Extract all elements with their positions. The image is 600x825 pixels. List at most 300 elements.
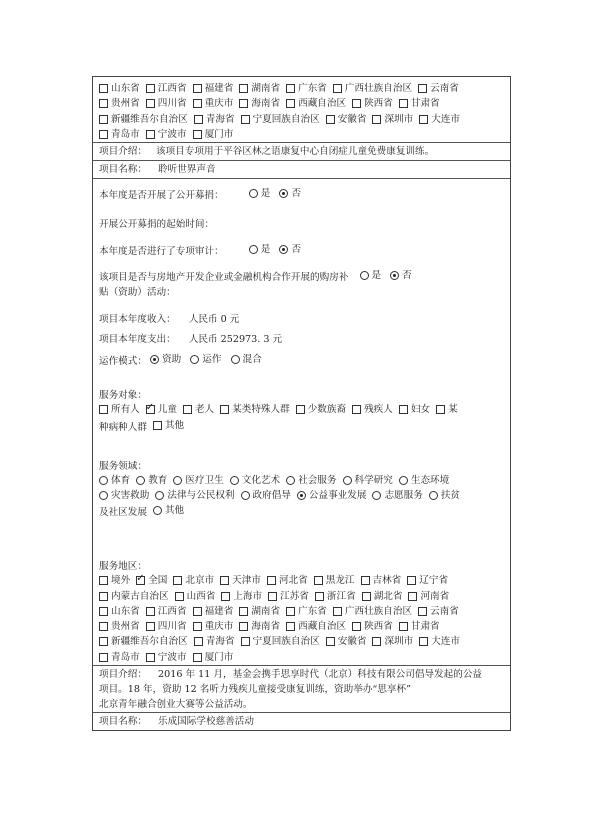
checkbox-icon (194, 115, 203, 124)
checkbox-icon (268, 592, 277, 601)
option-label: 广东省 (298, 83, 327, 94)
option-label: 青岛市 (111, 652, 140, 663)
checkbox-option[interactable] (220, 574, 261, 587)
checkbox-icon (239, 622, 248, 631)
checkbox-option[interactable] (239, 605, 280, 618)
checkbox-option[interactable] (408, 590, 449, 603)
option-label: 山东省 (111, 83, 140, 94)
checkbox-icon (99, 405, 108, 414)
option-label: 四川省 (157, 98, 187, 109)
income-value: 人民币 0 元 (188, 314, 240, 325)
radio-option[interactable] (399, 474, 449, 487)
checkbox-icon (399, 622, 408, 631)
real-estate-yes[interactable]: 是 (360, 269, 382, 282)
option-label: 河南省 (420, 591, 450, 602)
checkbox-option[interactable] (286, 97, 346, 110)
checkbox-icon (314, 576, 323, 585)
checkbox-icon (241, 637, 250, 646)
service-fields-row1 (99, 474, 455, 489)
checkbox-option[interactable] (220, 403, 290, 416)
intro-1 (99, 145, 434, 158)
radio-icon (99, 491, 108, 500)
option-label: 广东省 (298, 606, 327, 617)
checkbox-option[interactable] (99, 635, 188, 648)
checkbox-icon (286, 607, 295, 616)
checkbox-option[interactable] (352, 620, 393, 633)
checkbox-option[interactable] (372, 113, 413, 126)
checkbox-icon (286, 622, 295, 631)
option-label: 境外 (111, 575, 131, 586)
radio-icon (429, 491, 438, 500)
checkbox-icon (333, 84, 342, 93)
checkbox-icon (194, 637, 203, 646)
option-label: 安徽省 (337, 114, 367, 125)
intro-2-line1: 项目介绍： 2016 年 11 月，基金会携手思享时代（北京）科技有限公司倡导发起的公益 (99, 669, 483, 680)
checkbox-icon (99, 576, 108, 585)
checkbox-option[interactable] (315, 590, 356, 603)
radio-icon (153, 506, 162, 515)
option-label: 体育 (111, 475, 131, 486)
option-label: 宁波市 (157, 652, 187, 663)
checkbox-icon (286, 99, 295, 108)
service-targets-label: 服务对象： (99, 390, 147, 401)
checkbox-option[interactable] (239, 620, 280, 633)
checkbox-option[interactable] (146, 97, 187, 110)
checkbox-option[interactable] (193, 97, 234, 110)
radio-selected-icon (279, 189, 288, 198)
option-label: 生态环境 (410, 475, 450, 486)
checkbox-icon (193, 99, 202, 108)
row-divider (93, 178, 510, 179)
checkbox-icon (407, 576, 416, 585)
checkbox-icon (333, 607, 342, 616)
option-label: 社会服务 (298, 475, 337, 486)
radio-icon (231, 355, 240, 364)
real-estate-no[interactable]: 否 (390, 269, 412, 282)
checkbox-icon (99, 115, 108, 124)
radio-selected-icon (297, 491, 306, 500)
checkbox-icon (99, 653, 108, 662)
radio-icon (399, 476, 408, 485)
checkbox-icon (146, 607, 155, 616)
region-row-top-3 (99, 113, 466, 128)
row-divider (93, 665, 510, 666)
checkbox-icon (418, 607, 427, 616)
intro-1-label: 项目介绍： (99, 146, 147, 157)
checkbox-icon (173, 576, 182, 585)
checkbox-option[interactable] (146, 605, 187, 618)
checkbox-icon (239, 99, 248, 108)
service-areas-row6 (99, 651, 239, 666)
checkbox-icon (183, 405, 192, 414)
option-label: 深圳市 (384, 636, 414, 647)
option-label: 残疾人 (364, 404, 393, 415)
checkbox-icon (372, 115, 381, 124)
checkbox-icon (153, 421, 162, 430)
option-label: 法律与公民权利 (167, 490, 235, 501)
radio-icon (241, 491, 250, 500)
checkbox-option[interactable] (352, 403, 393, 416)
option-label: 安徽省 (337, 636, 367, 647)
checkbox-option[interactable] (268, 590, 309, 603)
checkbox-option[interactable] (99, 620, 140, 633)
checkbox-option[interactable] (333, 82, 412, 95)
operation-mode-row (99, 353, 268, 368)
checkbox-icon (352, 99, 361, 108)
option-label: 某 (448, 404, 458, 415)
option-label: 医疗卫生 (185, 475, 224, 486)
checkbox-icon (399, 99, 408, 108)
checkbox-icon (286, 84, 295, 93)
checkbox-option[interactable] (194, 635, 235, 648)
public-fundraising-question: 本年度是否开展了公开募捐： (99, 190, 224, 201)
radio-icon (230, 476, 239, 485)
option-label: 及社区发展 (99, 507, 147, 518)
mode-grant[interactable]: 资助 (150, 353, 181, 366)
radio-option[interactable] (99, 506, 147, 519)
row-divider (93, 142, 510, 143)
option-label: 儿童 (157, 404, 177, 415)
option-label: 宁夏回族自治区 (252, 636, 320, 647)
option-label: 黑龙江 (325, 575, 355, 586)
option-label: 内蒙古自治区 (111, 591, 169, 602)
checkbox-icon (99, 622, 108, 631)
radio-option[interactable] (173, 474, 223, 487)
radio-option[interactable] (297, 489, 367, 502)
option-label: 海南省 (251, 98, 281, 109)
radio-selected-icon (390, 271, 399, 280)
checkbox-icon (146, 130, 155, 139)
option-label: 贵州省 (111, 98, 140, 109)
radio-icon (155, 491, 164, 500)
radio-option[interactable] (429, 489, 460, 502)
intro-1-text: 该项目专项用于平谷区林之语康复中心自闭症儿童免费康复训练。 (156, 146, 435, 157)
option-label: 西藏自治区 (298, 621, 347, 632)
checkbox-icon (193, 653, 202, 662)
service-fields-label: 服务领域： (99, 461, 147, 472)
option-label: 种病种人群 (99, 422, 147, 433)
checkbox-icon (418, 84, 427, 93)
special-audit-row (99, 243, 301, 258)
radio-icon (99, 476, 108, 485)
checkbox-icon (99, 99, 108, 108)
option-label: 山东省 (111, 606, 140, 617)
checkbox-option[interactable] (136, 574, 167, 587)
option-label: 厦门市 (204, 129, 234, 140)
checkbox-option[interactable] (173, 574, 214, 587)
service-areas-row1 (99, 574, 454, 589)
checkbox-option[interactable] (418, 605, 459, 618)
service-areas-row4 (99, 620, 446, 635)
checkbox-option[interactable] (193, 128, 234, 141)
checkbox-option[interactable] (286, 82, 327, 95)
checkbox-option[interactable] (99, 590, 169, 603)
checkbox-option[interactable] (399, 403, 430, 416)
checkbox-icon (326, 637, 335, 646)
radio-option[interactable] (155, 489, 234, 502)
checkbox-icon (408, 592, 417, 601)
special-audit-yes[interactable]: 是 (249, 243, 271, 256)
option-label: 青岛市 (111, 129, 140, 140)
option-label: 其他 (164, 505, 185, 516)
mode-operate[interactable]: 运作 (190, 353, 221, 366)
operation-mode-label: 运作模式： (99, 356, 147, 367)
radio-selected-icon (150, 355, 159, 364)
option-label: 文化艺术 (241, 475, 281, 486)
checkbox-option[interactable] (99, 574, 130, 587)
checkbox-option[interactable] (175, 590, 216, 603)
region-row-top-4 (99, 128, 239, 143)
intro-2-line3: 北京青年融合创业大赛等公益活动。 (99, 699, 253, 710)
service-targets-row2 (99, 419, 190, 434)
real-estate-row (99, 269, 412, 284)
checkbox-option[interactable] (333, 605, 412, 618)
option-label: 四川省 (157, 621, 187, 632)
radio-icon (286, 476, 295, 485)
checkbox-option[interactable] (99, 421, 147, 434)
checkbox-option[interactable] (146, 82, 187, 95)
option-label: 重庆市 (204, 98, 234, 109)
radio-option[interactable] (241, 489, 291, 502)
checkbox-option[interactable] (239, 82, 280, 95)
checkbox-option[interactable] (99, 403, 140, 416)
option-label: 新疆维吾尔自治区 (111, 114, 188, 125)
checkbox-option[interactable] (326, 113, 367, 126)
radio-icon (372, 491, 381, 500)
checkbox-option[interactable] (221, 590, 262, 603)
checkbox-option[interactable] (193, 605, 234, 618)
checkbox-icon (220, 405, 229, 414)
radio-option[interactable] (372, 489, 422, 502)
option-label: 吉林省 (372, 575, 402, 586)
checkbox-option[interactable] (99, 128, 140, 141)
checkbox-icon (372, 637, 381, 646)
checkbox-icon (267, 576, 276, 585)
checkbox-option[interactable] (286, 605, 327, 618)
radio-option[interactable] (230, 474, 280, 487)
option-label: 厦门市 (204, 652, 234, 663)
checkbox-option[interactable] (326, 635, 367, 648)
checkbox-icon (193, 622, 202, 631)
option-label: 湖南省 (251, 83, 281, 94)
fundraising-start-time-label: 开展公开募捐的起始时间： (99, 219, 215, 230)
radio-icon (360, 271, 369, 280)
checkbox-option[interactable] (194, 113, 235, 126)
service-targets-row1 (99, 403, 464, 418)
checkbox-icon (241, 115, 250, 124)
radio-option[interactable] (99, 474, 130, 487)
project-name-label: 项目名称： (99, 716, 147, 727)
checkbox-option[interactable] (399, 620, 440, 633)
option-label: 重庆市 (204, 621, 234, 632)
checkbox-icon (99, 607, 108, 616)
form-table (92, 76, 511, 731)
checkbox-option[interactable] (99, 605, 140, 618)
checkbox-option[interactable] (153, 419, 184, 432)
checkbox-option[interactable] (239, 97, 280, 110)
radio-icon (190, 355, 199, 364)
checkbox-option[interactable] (419, 635, 460, 648)
checkbox-option[interactable] (361, 574, 402, 587)
option-label: 贵州省 (111, 621, 140, 632)
checkbox-option[interactable] (183, 403, 214, 416)
checkbox-option[interactable] (99, 651, 140, 664)
option-label: 妇女 (410, 404, 431, 415)
radio-selected-icon (279, 245, 288, 254)
checkbox-icon (239, 607, 248, 616)
checkbox-icon (361, 576, 370, 585)
option-label: 其他 (164, 420, 185, 431)
checkbox-icon (296, 405, 305, 414)
checkbox-icon (99, 637, 108, 646)
checkbox-option[interactable] (146, 620, 187, 633)
option-label: 湖北省 (373, 591, 403, 602)
checkbox-icon (352, 405, 361, 414)
project-name: 聆听世界声音 (158, 164, 216, 175)
radio-icon (343, 476, 352, 485)
option-label: 新疆维吾尔自治区 (111, 636, 188, 647)
checkbox-icon (99, 84, 108, 93)
public-fundraising-no[interactable]: 否 (279, 187, 301, 200)
checkbox-option[interactable] (407, 574, 448, 587)
option-label: 福建省 (204, 83, 234, 94)
option-label: 广西壮族自治区 (344, 83, 413, 94)
option-label: 扶贫 (440, 490, 461, 501)
row-divider (93, 160, 510, 161)
checkbox-icon (146, 653, 155, 662)
checkbox-option[interactable] (296, 403, 346, 416)
checkbox-option[interactable] (193, 82, 234, 95)
option-label: 江苏省 (280, 591, 309, 602)
option-label: 某类特殊人群 (232, 404, 290, 415)
checkbox-option[interactable] (241, 113, 320, 126)
checkbox-option[interactable] (352, 97, 393, 110)
radio-icon (249, 245, 258, 254)
checkbox-option[interactable] (399, 97, 440, 110)
project2-name-row (99, 163, 216, 176)
checkbox-icon (326, 115, 335, 124)
service-areas-row2 (99, 590, 455, 605)
project-name: 乐成国际学校慈善活动 (158, 716, 254, 727)
checkbox-option[interactable] (418, 82, 459, 95)
option-label: 西藏自治区 (298, 98, 347, 109)
option-label: 甘肃省 (410, 98, 440, 109)
radio-option[interactable] (99, 489, 149, 502)
special-audit-no[interactable]: 否 (279, 243, 301, 256)
checkbox-option[interactable] (267, 574, 308, 587)
option-label: 志愿服务 (384, 490, 423, 501)
checkbox-icon (419, 637, 428, 646)
checkbox-icon (239, 84, 248, 93)
region-row-top-1 (99, 82, 465, 97)
option-label: 陕西省 (364, 621, 393, 632)
intro-2-line2: 项目。18 年，资助 12 名听力残疾儿童接受康复训练，资助举办“思享杯” (99, 684, 411, 695)
checkbox-option[interactable] (99, 97, 140, 110)
special-audit-question: 本年度是否进行了专项审计： (99, 246, 224, 257)
option-label: 江西省 (157, 83, 187, 94)
public-fundraising-yes[interactable]: 是 (249, 187, 271, 200)
option-label: 福建省 (204, 606, 234, 617)
checkbox-icon (399, 405, 408, 414)
option-label: 教育 (148, 475, 168, 486)
checkbox-option[interactable] (286, 620, 346, 633)
service-areas-label: 服务地区： (99, 561, 147, 572)
checkbox-option[interactable] (314, 574, 355, 587)
checkbox-icon (146, 622, 155, 631)
checkbox-option[interactable] (436, 403, 458, 416)
radio-option[interactable] (136, 474, 167, 487)
checkbox-icon (419, 115, 428, 124)
expense-row (99, 333, 282, 346)
option-label: 山西省 (186, 591, 216, 602)
option-label: 辽宁省 (419, 575, 449, 586)
radio-icon (249, 189, 258, 198)
checkbox-option[interactable] (241, 635, 320, 648)
option-label: 科学研究 (354, 475, 393, 486)
checkbox-icon (193, 84, 202, 93)
service-fields-row2 (99, 489, 466, 504)
checkbox-option[interactable] (99, 82, 140, 95)
checkbox-icon (436, 405, 445, 414)
radio-option[interactable] (286, 474, 336, 487)
option-label: 上海市 (233, 591, 263, 602)
checkbox-icon (362, 592, 371, 601)
radio-option[interactable] (343, 474, 393, 487)
checkbox-option[interactable] (193, 651, 234, 664)
checkbox-option[interactable] (419, 113, 460, 126)
option-label: 灾害救助 (111, 490, 150, 501)
option-label: 大连市 (431, 636, 461, 647)
checkbox-option[interactable] (372, 635, 413, 648)
checkbox-icon (175, 592, 184, 601)
checkbox-option[interactable] (146, 403, 177, 416)
service-areas-row5 (99, 635, 466, 650)
service-areas-row3 (99, 605, 465, 620)
fundraising-start-time-row (99, 218, 214, 231)
service-fields-row3 (99, 504, 190, 519)
public-fundraising-row (99, 187, 301, 202)
checkbox-icon (193, 130, 202, 139)
option-label: 少数族裔 (307, 404, 347, 415)
option-label: 全国 (148, 575, 168, 586)
option-label: 所有人 (111, 404, 140, 415)
checkbox-option[interactable] (146, 651, 187, 664)
radio-icon (136, 476, 145, 485)
checkbox-icon (221, 592, 230, 601)
checkbox-icon (146, 99, 155, 108)
option-label: 河北省 (278, 575, 308, 586)
option-label: 广西壮族自治区 (344, 606, 413, 617)
income-row (99, 313, 239, 326)
checkbox-option[interactable] (146, 128, 187, 141)
option-label: 江西省 (157, 606, 187, 617)
option-label: 云南省 (430, 606, 459, 617)
option-label: 青海省 (205, 636, 235, 647)
option-label: 湖南省 (251, 606, 281, 617)
checkbox-option[interactable] (193, 620, 234, 633)
intro-2-label: 项目介绍： (99, 669, 147, 680)
option-label: 云南省 (430, 83, 459, 94)
income-label: 项目本年度收入： (99, 314, 176, 325)
checkbox-option[interactable] (362, 590, 403, 603)
option-label: 青海省 (205, 114, 235, 125)
radio-icon (173, 476, 182, 485)
checkbox-option[interactable] (99, 113, 188, 126)
mode-mixed[interactable]: 混合 (231, 353, 262, 366)
option-label: 深圳市 (384, 114, 414, 125)
radio-option[interactable] (153, 504, 184, 517)
checkbox-icon (220, 576, 229, 585)
